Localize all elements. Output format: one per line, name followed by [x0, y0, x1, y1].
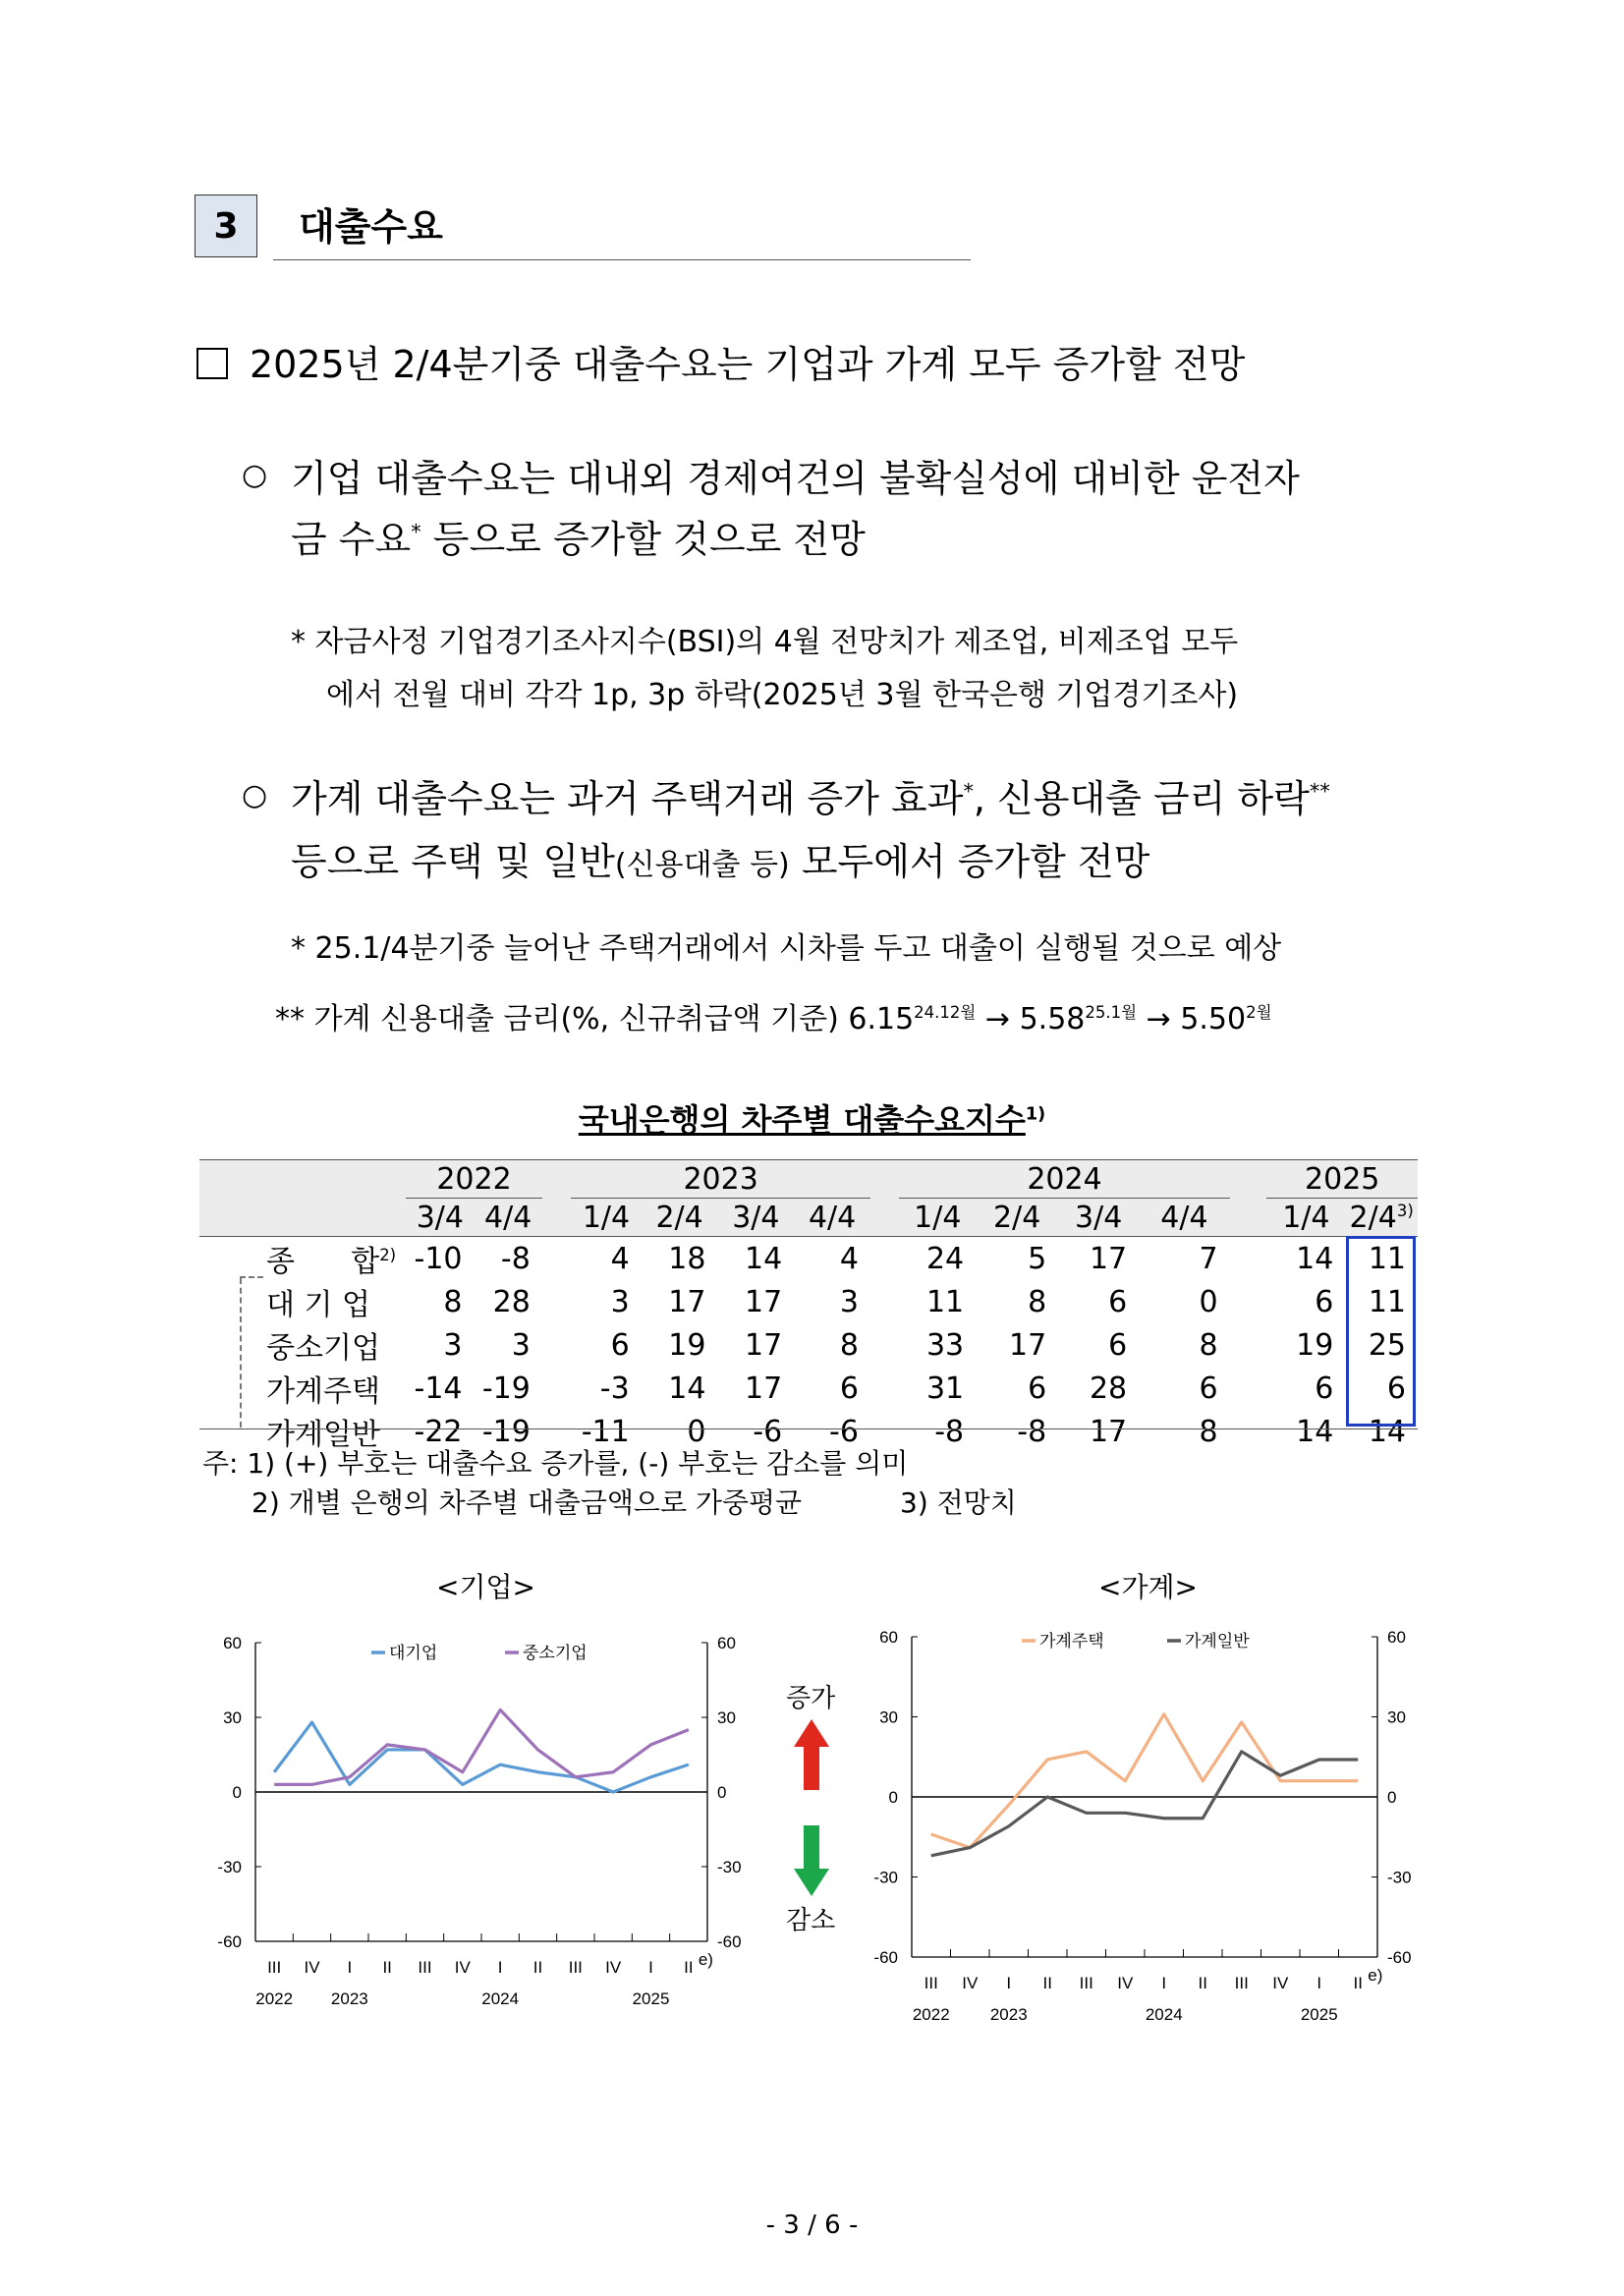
bullet1-line1: 기업 대출수요는 대내외 경제여건의 불확실성에 대비한 운전자	[291, 457, 1300, 500]
checkbox-square-icon	[196, 348, 228, 379]
table-cell: 6	[839, 1371, 859, 1406]
year-label: 2024	[481, 1989, 520, 2008]
x-tick-label: IV	[454, 1958, 471, 1977]
table-cell: 5	[1028, 1241, 1047, 1276]
table-cell: 17	[745, 1327, 783, 1363]
legend-label: 가계일반	[1185, 1632, 1250, 1651]
y-tick-label-right: 0	[717, 1783, 727, 1802]
quarter-header: 4/4	[475, 1199, 542, 1237]
quarter-header: 3/4	[717, 1199, 794, 1237]
x-tick-label: II	[1353, 1974, 1363, 1992]
table-cell: 14	[668, 1371, 706, 1406]
x-tick-label: I	[1161, 1974, 1167, 1992]
x-tick-label: III	[568, 1958, 583, 1977]
series-line-가계주택	[931, 1714, 1359, 1848]
row-label: 종 합$^{2)}$	[266, 1245, 397, 1279]
x-tick-label: I	[1316, 1974, 1322, 1992]
note1-line1: * 자금사정 기업경기조사지수(BSI)의 4월 전망치가 제조업, 비제조업 모두	[291, 625, 1239, 659]
y-tick-label-left: -60	[873, 1948, 898, 1967]
quarter-header: 3/4	[406, 1199, 474, 1237]
y-tick-label-right: 60	[717, 1634, 736, 1652]
table-cell: -19	[481, 1371, 531, 1406]
table-cell: -6	[753, 1414, 783, 1449]
table-row	[199, 1367, 1418, 1410]
chart-title-corporate: <기업>	[436, 1571, 536, 1603]
spacer	[1230, 1367, 1267, 1410]
table-cell: -19	[481, 1414, 531, 1449]
row-label: 가계일반	[266, 1418, 380, 1452]
spacer	[542, 1237, 571, 1281]
year-2022: 2022	[406, 1160, 542, 1199]
x-tick-label: I	[648, 1958, 653, 1977]
table-cell: 14	[1368, 1414, 1406, 1449]
y-tick-label-left: 30	[879, 1708, 898, 1727]
table-cell: 4	[610, 1241, 630, 1276]
spacer	[870, 1237, 899, 1281]
section-title: 대출수요	[299, 205, 443, 249]
table-cell: -6	[829, 1414, 859, 1449]
row-label: 대 기 업	[266, 1288, 371, 1322]
table-cell: 24	[925, 1241, 965, 1276]
x-tick-label: IV	[962, 1974, 979, 1992]
table-cell: 8	[1199, 1327, 1218, 1363]
bullet-circle-icon: ○	[242, 458, 268, 492]
x-tick-label: I	[347, 1958, 353, 1977]
note2: * 25.1/4분기중 늘어난 주택거래에서 시차를 두고 대출이 실행될 것으로 예상	[291, 931, 1282, 966]
table-cell: 17	[745, 1371, 783, 1406]
x-tick-label: IV	[1272, 1974, 1289, 1992]
table-bottom-rule	[199, 1428, 1418, 1429]
table-cell: 17	[1089, 1414, 1128, 1449]
table-cell: 6	[1386, 1371, 1406, 1406]
table-cell: -8	[1017, 1414, 1047, 1449]
quarter-header: 3/4	[1058, 1199, 1139, 1237]
spacer	[1230, 1410, 1267, 1453]
table-cell: 8	[839, 1327, 859, 1363]
bullet2-line2: 등으로 주택 및 일반(신용대출 등) 모두에서 증가할 전망	[291, 840, 1150, 883]
table-cell: 11	[925, 1284, 965, 1319]
table-cell: -11	[581, 1414, 630, 1449]
x-tick-label: II	[684, 1958, 694, 1977]
x-tick-label: IV	[1117, 1974, 1134, 1992]
x-suffix-label: e)	[1368, 1966, 1383, 1985]
forecast-highlight-box	[1346, 1236, 1416, 1427]
main-heading	[196, 334, 1245, 388]
table-cell: 14	[1296, 1241, 1334, 1276]
table-cell: 0	[1199, 1284, 1218, 1319]
legend-label: 대기업	[389, 1644, 438, 1662]
quarter-header: 1/4	[1266, 1199, 1345, 1237]
x-tick-label: I	[1006, 1974, 1012, 1992]
x-tick-label: II	[532, 1958, 543, 1977]
row-label: 중소기업	[266, 1331, 380, 1366]
section-rule	[273, 259, 971, 260]
table-cell: 3	[610, 1284, 630, 1319]
x-tick-label: IV	[304, 1958, 320, 1977]
x-tick-label: III	[267, 1958, 282, 1977]
table-cell: 3	[839, 1284, 859, 1319]
quarter-header: 4/4	[794, 1199, 870, 1237]
series-line-가계일반	[931, 1752, 1359, 1856]
y-tick-label-left: -30	[217, 1858, 242, 1876]
legend-label: 가계주택	[1039, 1632, 1104, 1651]
y-tick-label-left: 60	[223, 1634, 242, 1652]
table-cell: 3	[443, 1327, 463, 1363]
table-cell: 17	[745, 1284, 783, 1319]
quarter-header: 2/4$^{3)}$	[1345, 1199, 1418, 1237]
quarter-header: 1/4	[571, 1199, 641, 1237]
main-heading-text: 2025년 2/4분기중 대출수요는 기업과 가계 모두 증가할 전망	[250, 343, 1246, 386]
x-tick-label: III	[1079, 1974, 1093, 1992]
table-cell: 17	[1089, 1241, 1128, 1276]
note3: ** 가계 신용대출 금리(%, 신규취급액 기준) $6.15^{24.12월} \to 5.58^{25.1월} \to 5.50^{2월}$	[275, 1002, 1272, 1036]
y-tick-label-left: 0	[888, 1788, 898, 1807]
x-tick-label: III	[1234, 1974, 1249, 1992]
x-tick-label: II	[1198, 1974, 1207, 1992]
dashed-bracket-top	[240, 1276, 263, 1278]
y-tick-label-left: -30	[873, 1868, 898, 1887]
spacer	[542, 1367, 571, 1410]
table-title: 국내은행의 차주별 대출수요지수$^{1)}$	[578, 1101, 1046, 1139]
quarter-header: 4/4	[1139, 1199, 1229, 1237]
year-label: 2023	[330, 1989, 368, 2008]
bullet2-line1: 가계 대출수요는 과거 주택거래 증가 효과*, 신용대출 금리 하락**	[291, 777, 1330, 820]
year-2024: 2024	[899, 1160, 1229, 1199]
spacer	[870, 1280, 899, 1323]
household-loan-demand-chart	[855, 1611, 1425, 2034]
increase-label: 증가	[786, 1684, 836, 1713]
table-cell: 28	[492, 1284, 531, 1319]
corporate-loan-demand-chart	[196, 1611, 742, 2034]
page-number: - 3 / 6 -	[765, 2211, 859, 2240]
table-cell: 31	[925, 1371, 965, 1406]
table-cell: -14	[414, 1371, 463, 1406]
table-cell: -8	[934, 1414, 965, 1449]
spacer	[870, 1323, 899, 1367]
spacer	[542, 1323, 571, 1367]
decrease-label: 감소	[786, 1906, 836, 1935]
table-cell: 4	[839, 1241, 859, 1276]
table-cell: 11	[1368, 1284, 1406, 1319]
x-tick-label: III	[924, 1974, 938, 1992]
table-row	[199, 1237, 1418, 1281]
chart-title-household: <가계>	[1098, 1571, 1199, 1603]
y-tick-label-left: 30	[223, 1708, 242, 1727]
table-cell: 28	[1089, 1371, 1128, 1406]
table-cell: 6	[1108, 1284, 1128, 1319]
x-suffix-label: e)	[698, 1950, 713, 1969]
x-tick-label: I	[497, 1958, 503, 1977]
table-cell: 19	[668, 1327, 706, 1363]
table-row	[199, 1323, 1418, 1367]
table-cell: 8	[1028, 1284, 1047, 1319]
y-tick-label-right: -60	[717, 1932, 742, 1951]
table-cell: 25	[1368, 1327, 1406, 1363]
quarter-header: 2/4	[976, 1199, 1058, 1237]
table-cell: 17	[668, 1284, 706, 1319]
year-label: 2023	[989, 2005, 1028, 2024]
section-number: 3	[195, 195, 257, 257]
y-tick-label-left: 0	[232, 1783, 242, 1802]
y-tick-label-left: 60	[879, 1628, 898, 1647]
y-tick-label-right: -60	[1387, 1948, 1412, 1967]
spacer	[542, 1280, 571, 1323]
table-cell: 6	[1028, 1371, 1047, 1406]
table-cell: -8	[500, 1241, 531, 1276]
table-cell: 8	[1199, 1414, 1218, 1449]
y-tick-label-right: 30	[717, 1708, 736, 1727]
table-cell: -22	[414, 1414, 463, 1449]
table-body	[199, 1237, 1418, 1454]
table-cell: 7	[1199, 1241, 1218, 1276]
year-label: 2025	[1300, 2005, 1338, 2024]
footnote-3: 3) 전망치	[900, 1486, 1017, 1519]
dashed-bracket	[240, 1278, 244, 1428]
year-label: 2025	[632, 1989, 670, 2008]
y-tick-label-right: -30	[717, 1858, 742, 1876]
year-label: 2022	[255, 1989, 294, 2008]
table-cell: 33	[925, 1327, 965, 1363]
year-label: 2024	[1145, 2005, 1183, 2024]
year-2023: 2023	[571, 1160, 870, 1199]
table-cell: 3	[511, 1327, 531, 1363]
year-label: 2022	[912, 2005, 950, 2024]
x-tick-label: III	[418, 1958, 432, 1977]
table-row	[199, 1280, 1418, 1323]
bullet1-line2: 금 수요* 등으로 증가할 것으로 전망	[291, 518, 866, 561]
spacer	[1230, 1280, 1267, 1323]
table-cell: -10	[414, 1241, 463, 1276]
y-tick-label-right: -30	[1387, 1868, 1412, 1887]
table-cell: 14	[1296, 1414, 1334, 1449]
table-cell: 6	[1315, 1284, 1334, 1319]
table-cell: 8	[443, 1284, 463, 1319]
x-tick-label: II	[1042, 1974, 1052, 1992]
table-cell: 6	[1199, 1371, 1218, 1406]
table-cell: 0	[687, 1414, 706, 1449]
footnote-1: 주: 1) (+) 부호는 대출수요 증가를, (-) 부호는 감소를 의미	[202, 1447, 909, 1480]
row-label: 가계주택	[266, 1374, 380, 1409]
table-cell: 6	[610, 1327, 630, 1363]
y-tick-label-left: -60	[217, 1932, 242, 1951]
y-tick-label-right: 30	[1387, 1708, 1406, 1727]
spacer	[1230, 1323, 1267, 1367]
year-2025: 2025	[1266, 1160, 1418, 1199]
x-tick-label: II	[382, 1958, 392, 1977]
table-cell: 14	[745, 1241, 783, 1276]
table-cell: 18	[668, 1241, 706, 1276]
table-cell: 6	[1108, 1327, 1128, 1363]
loan-demand-table	[199, 1159, 1418, 1453]
footnote-2: 2) 개별 은행의 차주별 대출금액으로 가중평균	[252, 1486, 803, 1519]
y-tick-label-right: 60	[1387, 1628, 1406, 1647]
spacer	[870, 1367, 899, 1410]
legend-label: 중소기업	[523, 1644, 588, 1662]
series-line-대기업	[274, 1722, 689, 1792]
y-tick-label-right: 0	[1387, 1788, 1397, 1807]
table-cell: 17	[1009, 1327, 1047, 1363]
table-cell: 6	[1315, 1371, 1334, 1406]
bullet-circle-icon: ○	[242, 778, 268, 812]
table-cell: 11	[1368, 1241, 1406, 1276]
table-cell: 19	[1296, 1327, 1334, 1363]
x-tick-label: IV	[605, 1958, 622, 1977]
quarter-header: 2/4	[642, 1199, 718, 1237]
quarter-header: 1/4	[899, 1199, 976, 1237]
down-arrow-icon	[794, 1825, 829, 1896]
spacer	[1230, 1237, 1267, 1281]
table-cell: -3	[599, 1371, 630, 1406]
up-arrow-icon	[794, 1719, 829, 1790]
note1-line2: 에서 전월 대비 각각 1p, 3p 하락(2025년 3월 한국은행 기업경기조사)	[326, 678, 1239, 712]
